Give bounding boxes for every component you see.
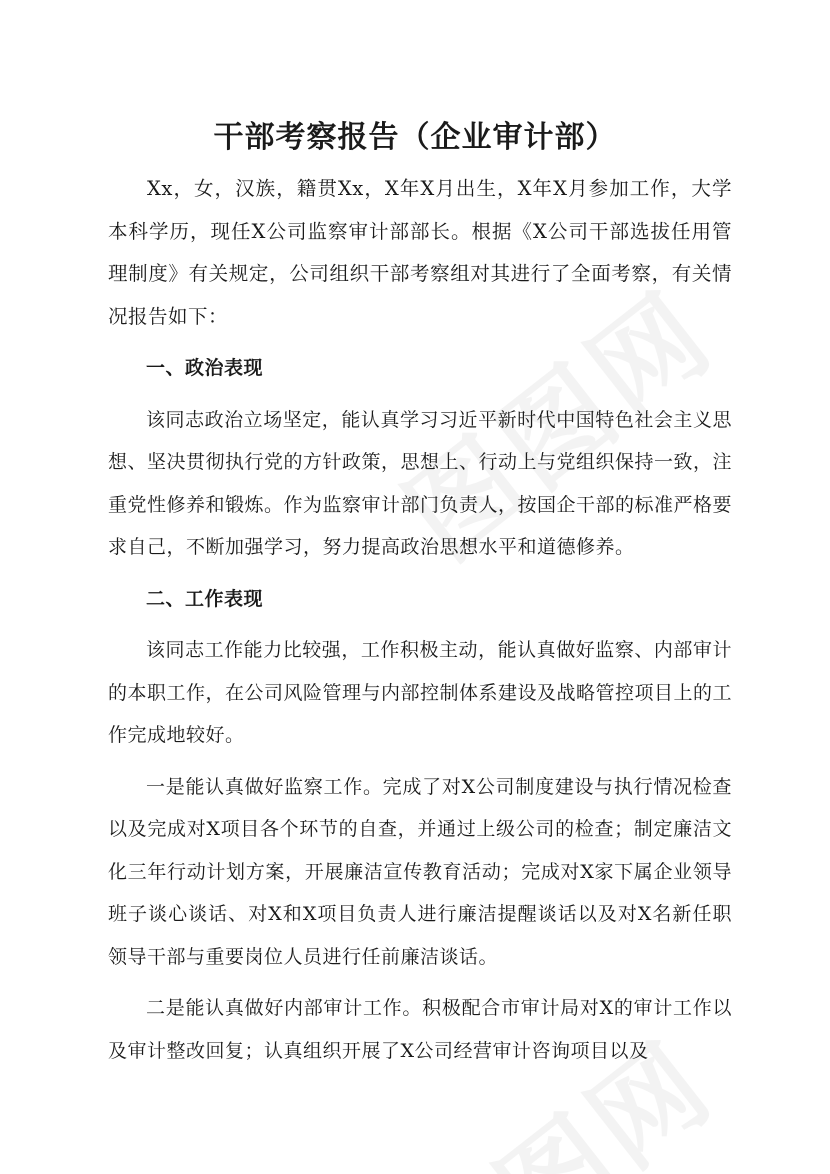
political-paragraph: 该同志政治立场坚定，能认真学习习近平新时代中国特色社会主义思想、坚决贯彻执行党的方针政策，思想上、行动上与党组织保持一致，注重党性修养和锻炼。作为监察审计部门负责人，按国企干部的标准严格要求自己，不断加强学习，努力提高政治思想水平和道德修养。 (108, 408, 733, 558)
intro-paragraph: Xx，女，汉族，籍贯Xx，X年X月出生，X年X月参加工作，大学本科学历，现任X公司监察审计部部长。根据《X公司干部选拔任用管理制度》有关规定，公司组织干部考察组对其进行了全面考察，有关情况报告如下： (108, 177, 732, 328)
section-heading-work: 二、工作表现 (146, 587, 264, 610)
work-paragraph-overview: 该同志工作能力比较强，工作积极主动，能认真做好监察、内部审计的本职工作，在公司风险管理与内部控制体系建设及战略管控项目上的工作完成地较好。 (108, 639, 733, 746)
section-heading-political: 一、政治表现 (146, 357, 264, 379)
work-paragraph-supervision: 一是能认真做好监察工作。完成了对X公司制度建设与执行情况检查以及完成对X项目各个环节的自查，并通过上级公司的检查；制定廉洁文化三年行动计划方案，开展廉洁宣传教育活动；完成对X家下属企业领导班子谈心谈话、对X和X项目负责人进行廉洁提醒谈话以及对X名新任职领导干部与重要岗位人员进行任前廉洁谈话。 (108, 775, 732, 968)
document-body (108, 168, 732, 1072)
document-title: 干部考察报告（企业审计部） (213, 120, 617, 155)
work-paragraph-audit: 二是能认真做好内部审计工作。积极配合市审计局对X的审计工作以及审计整改回复；认真组织开展了X公司经营审计咨询项目以及 (108, 997, 732, 1062)
